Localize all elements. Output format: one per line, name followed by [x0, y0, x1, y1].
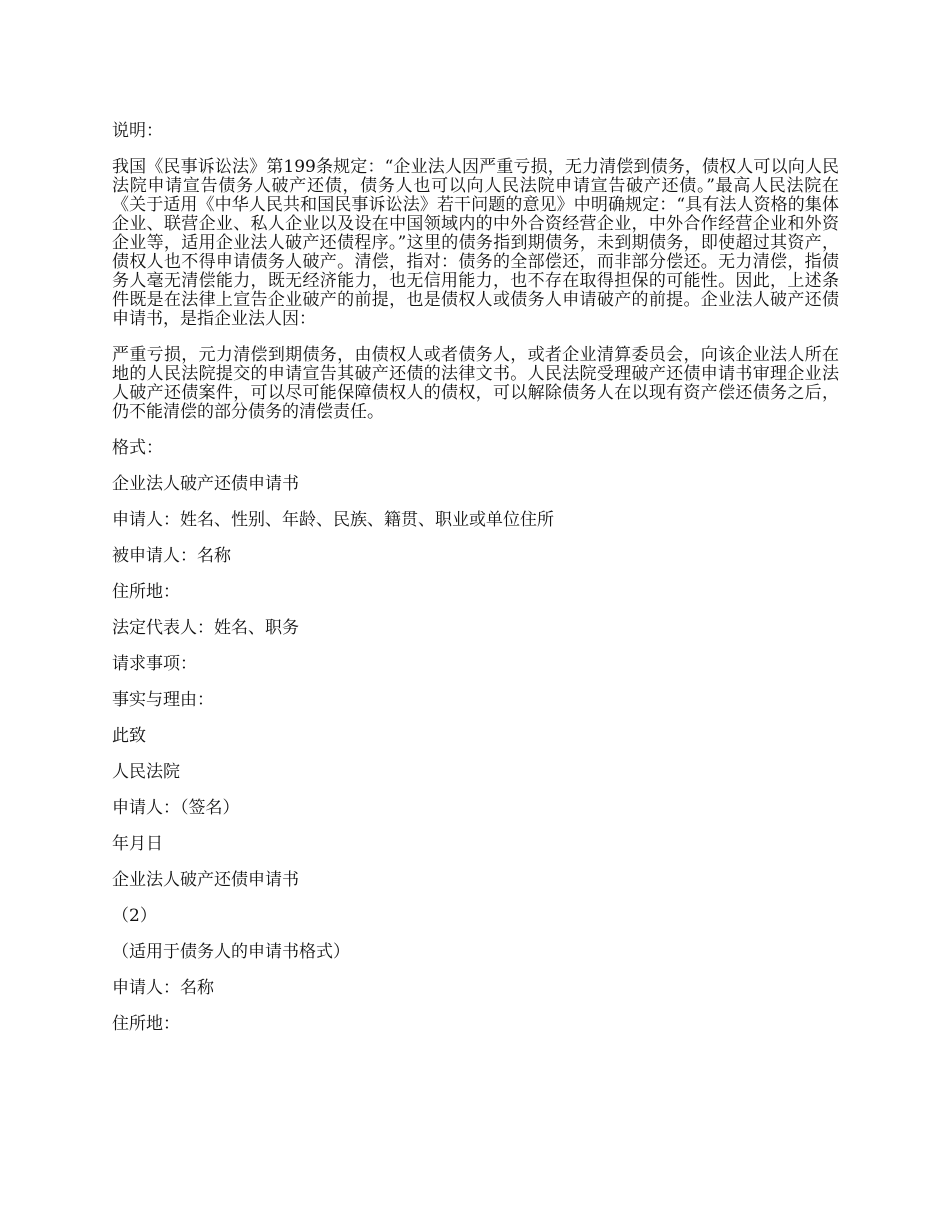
- address-line-2: 住所地：: [112, 1014, 180, 1034]
- date-line: 年月日: [112, 834, 163, 854]
- court-line: 人民法院: [112, 762, 180, 782]
- explanation-paragraph-1: 我国《民事诉讼法》第199条规定：“企业法人因严重亏损，无力清偿到债务，债权人可以向人民法院申请宣告债务人破产还债，债务人也可以向人民法院申请宣告破产还债。”最高人民法院在《关于适用《中华人民共和国民事诉讼法》若干问题的意见》中明确规定：“具有法人资格的集体企业、联营企业、私人企业以及设在中国领域内的中外合资经营企业，中外合作经营企业和外资企业等，适用企业法人破产还债程序。”这里的债务指到期债务，未到期债务，即使超过其资产，债权人也不得申请债务人破产。清偿，指对：债务的全部偿还，而非部分偿还。无力清偿，指债务人毫无清偿能力，既无经济能力，也无信用能力，也不存在取得担保的可能性。因此，上述条件既是在法律上宣告企业破产的前提，也是债权人或债务人申请破产的前提。企业法人破产还债申请书，是指企业法人因：: [112, 157, 839, 329]
- claims-line: 请求事项：: [112, 654, 197, 674]
- address-line: 住所地：: [112, 582, 180, 602]
- form-title-2: 企业法人破产还债申请书: [112, 870, 299, 890]
- section-label-format: 格式：: [112, 438, 163, 458]
- legal-representative-line: 法定代表人：姓名、职务: [112, 618, 299, 638]
- respondent-line: 被申请人：名称: [112, 546, 231, 566]
- salutation-line: 此致: [112, 726, 146, 746]
- signature-line: 申请人：（签名）: [112, 798, 240, 818]
- applicant-line: 申请人：姓名、性别、年龄、民族、籍贯、职业或单位住所: [112, 510, 554, 530]
- explanation-paragraph-2: 严重亏损，元力清偿到期债务，由债权人或者债务人，或者企业清算委员会，向该企业法人所在地的人民法院提交的申请宣告其破产还债的法律文书。人民法院受理破产还债申请书审理企业法人破产还债案件，可以尽可能保障债权人的债权，可以解除债务人在以现有资产偿还债务之后，仍不能清偿的部分债务的清偿责任。: [112, 345, 839, 422]
- document-body: [112, 122, 839, 1034]
- form-title: 企业法人破产还债申请书: [112, 474, 299, 494]
- applicant-line-2: 申请人：名称: [112, 978, 214, 998]
- facts-reasons-line: 事实与理由：: [112, 690, 214, 710]
- form-applicability-note: （适用于债务人的申请书格式）: [112, 942, 350, 962]
- form-number: （2）: [112, 906, 157, 926]
- section-label-explanation: 说明：: [112, 121, 163, 141]
